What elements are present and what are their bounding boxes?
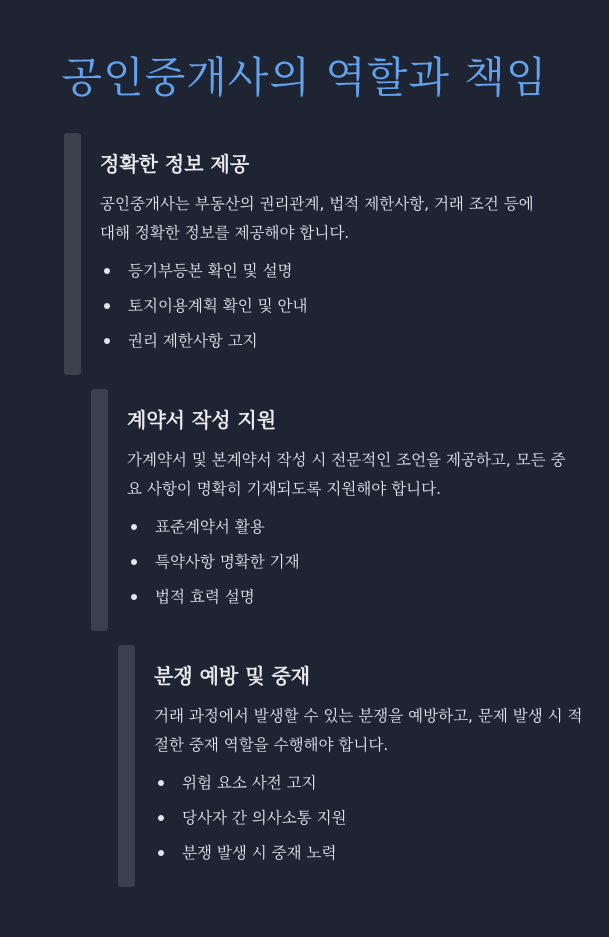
list-item-text: 법적 효력 설명 <box>155 588 255 606</box>
list-item-text: 분쟁 발생 시 중재 노력 <box>182 844 337 862</box>
list-item <box>154 770 347 805</box>
list-item <box>127 549 300 584</box>
bullet-dot-icon <box>104 338 110 344</box>
list-item-text: 특약사항 명확한 기재 <box>155 553 300 571</box>
section-heading: 계약서 작성 지원 <box>127 408 277 432</box>
bullet-dot-icon <box>104 268 110 274</box>
section-heading: 정확한 정보 제공 <box>100 152 250 176</box>
bullet-dot-icon <box>131 524 137 530</box>
list-item <box>127 514 300 549</box>
bullet-dot-icon <box>158 780 164 786</box>
section-body: 거래 과정에서 발생할 수 있는 분쟁을 예방하고, 문제 발생 시 적절한 중재 역할을 수행해야 합니다. <box>154 707 583 754</box>
section-accent-bar <box>91 389 108 631</box>
section-body: 공인중개사는 부동산의 권리관계, 법적 제한사항, 거래 조건 등에 대해 정확한 정보를 제공해야 합니다. <box>100 195 534 242</box>
list-item <box>100 328 308 363</box>
bullet-dot-icon <box>131 594 137 600</box>
list-item <box>154 840 347 875</box>
list-item-text: 표준계약서 활용 <box>155 518 265 536</box>
section-body: 가계약서 및 본계약서 작성 시 전문적인 조언을 제공하고, 모든 중요 사항이 명확히 기재되도록 지원해야 합니다. <box>127 451 566 498</box>
list-item-text: 토지이용계획 확인 및 안내 <box>128 297 308 315</box>
list-item <box>100 258 308 293</box>
list-item-text: 위험 요소 사전 고지 <box>182 774 317 792</box>
list-item-text: 권리 제한사항 고지 <box>128 332 258 350</box>
section-heading: 분쟁 예방 및 중재 <box>154 664 311 688</box>
section-list <box>100 258 308 363</box>
section-list <box>154 770 347 875</box>
list-item-text: 등기부등본 확인 및 설명 <box>128 262 293 280</box>
bullet-dot-icon <box>158 815 164 821</box>
bullet-dot-icon <box>131 559 137 565</box>
section-accent-bar <box>118 645 135 887</box>
section-accent-bar <box>64 133 81 375</box>
list-item <box>100 293 308 328</box>
list-item-text: 당사자 간 의사소통 지원 <box>182 809 347 827</box>
list-item <box>127 584 300 619</box>
section-list <box>127 514 300 619</box>
page-title: 공인중개사의 역할과 책임 <box>61 53 548 102</box>
list-item <box>154 805 347 840</box>
bullet-dot-icon <box>158 850 164 856</box>
bullet-dot-icon <box>104 303 110 309</box>
